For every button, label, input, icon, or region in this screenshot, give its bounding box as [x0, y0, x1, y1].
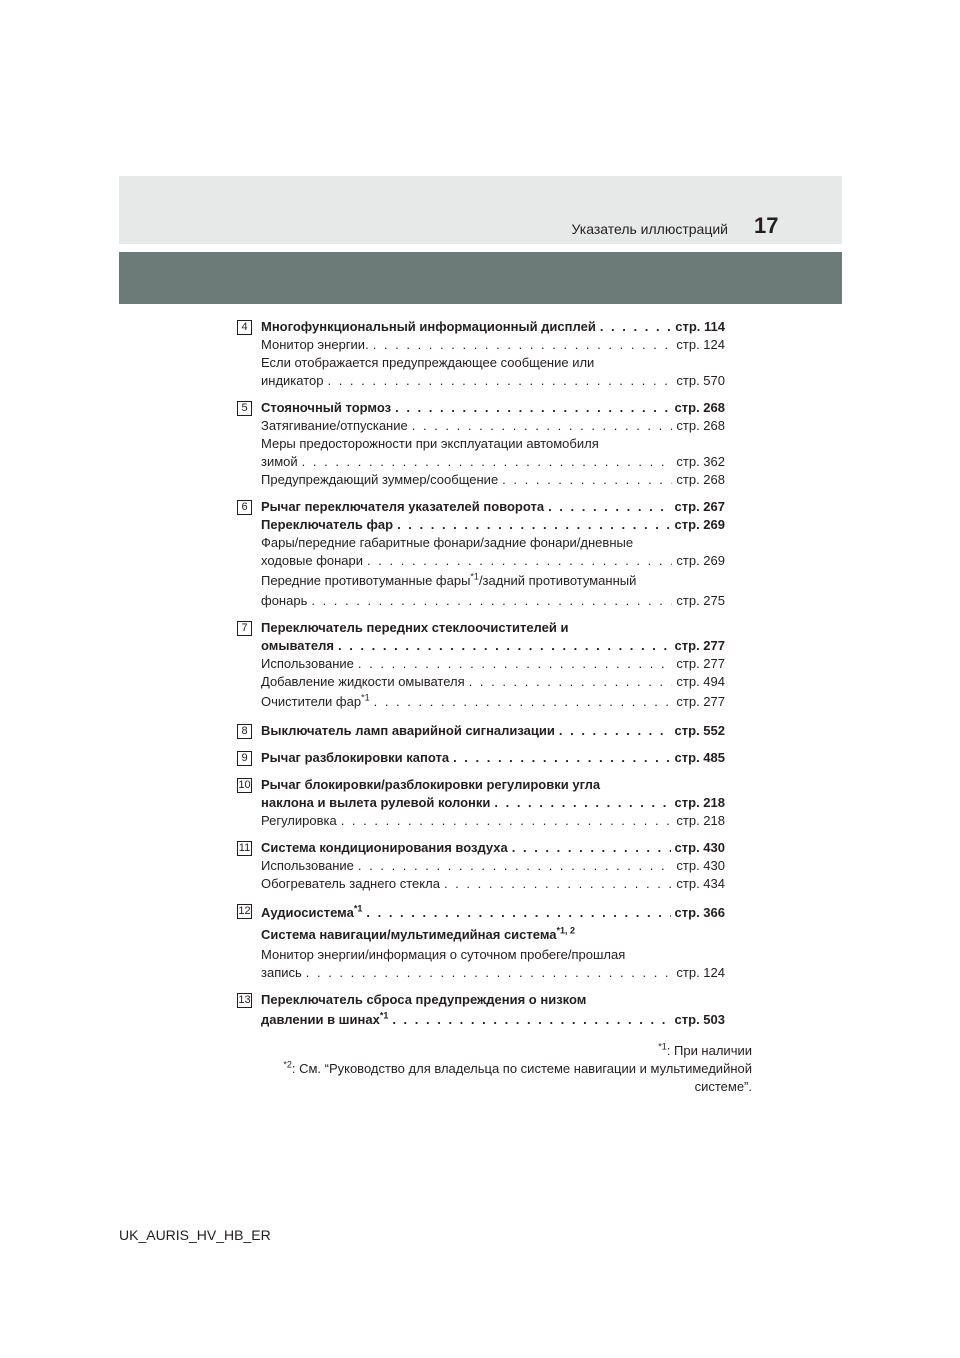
- entry-label: [261, 436, 599, 451]
- page-reference[interactable]: стр. 552: [674, 723, 725, 738]
- entry-label: [261, 857, 354, 875]
- entry-label-text: Стояночный тормоз: [261, 400, 392, 415]
- page-reference[interactable]: стр. 570: [676, 373, 725, 388]
- entry-line: [261, 435, 725, 453]
- entry-line: [261, 839, 725, 857]
- entry-label-text: Предупреждающий зуммер/сообщение: [261, 472, 499, 487]
- entry-number-badge: 5: [237, 401, 252, 416]
- entry-label: [261, 992, 586, 1007]
- entry-label-continued: /задний противотуманный: [478, 573, 637, 588]
- page-reference[interactable]: стр. 124: [676, 965, 725, 980]
- entry-line: [261, 354, 725, 372]
- entry-line: [261, 534, 725, 552]
- entry-label: [261, 777, 600, 792]
- dot-leader: [453, 749, 670, 767]
- footnote-ref: *1: [379, 1010, 389, 1021]
- entry-number-badge: 8: [237, 724, 252, 739]
- dot-leader: [311, 592, 672, 610]
- entry-label-text: наклона и вылета рулевой колонки: [261, 795, 491, 810]
- entry-label: [261, 875, 440, 893]
- entry-line: [261, 924, 725, 946]
- section-title: Указатель иллюстраций: [571, 221, 728, 237]
- dot-leader: [397, 516, 670, 534]
- entry-label: [261, 749, 449, 767]
- index-entry: [237, 991, 725, 1031]
- entry-label: [261, 535, 633, 550]
- entry-label-text: ходовые фонари: [261, 553, 364, 568]
- page-reference[interactable]: стр. 269: [676, 553, 725, 568]
- page-reference[interactable]: стр. 494: [676, 674, 725, 689]
- page-number: 17: [754, 213, 779, 238]
- page-reference[interactable]: стр. 503: [674, 1012, 725, 1027]
- dot-leader: [395, 399, 670, 417]
- dot-leader: [374, 691, 673, 713]
- dot-leader: [327, 372, 672, 390]
- entry-label: [261, 673, 465, 691]
- footnote-1-mark: *1: [658, 1041, 667, 1052]
- entry-label-text: Добавление жидкости омывателя: [261, 674, 465, 689]
- page-reference[interactable]: стр. 430: [674, 840, 725, 855]
- entry-line: [261, 471, 725, 489]
- entry-line: [261, 453, 725, 471]
- entry-label: [261, 453, 298, 471]
- entry-label-text: Многофункциональный информационный дисплей: [261, 319, 596, 334]
- entry-label-text: Если отображается предупреждающее сообщение или: [261, 355, 595, 370]
- entry-label: [261, 902, 362, 924]
- page-reference[interactable]: стр. 434: [676, 876, 725, 891]
- footnote-2-mark: *2: [283, 1059, 292, 1070]
- entry-line: [261, 516, 725, 534]
- index-entry: [237, 902, 725, 982]
- entry-label-text: Фары/передние габаритные фонари/задние фонари/дневные: [261, 535, 634, 550]
- entry-line: [261, 570, 725, 592]
- dot-leader: [512, 839, 671, 857]
- entry-number-badge: 13: [238, 994, 251, 1006]
- dot-leader: [392, 1009, 670, 1031]
- entry-label: [261, 1009, 388, 1031]
- index-entry: [237, 399, 725, 489]
- dot-leader: [367, 552, 672, 570]
- entry-label: [261, 318, 596, 336]
- entry-label: [261, 417, 408, 435]
- page-reference[interactable]: стр. 268: [676, 418, 725, 433]
- page-reference[interactable]: стр. 362: [676, 454, 725, 469]
- entry-label-text: Монитор энергии/информация о суточном пробеге/прошлая: [261, 947, 626, 962]
- dot-leader: [338, 637, 671, 655]
- entry-label: [261, 498, 544, 516]
- footnote-2-cont: системе”.: [694, 1079, 752, 1094]
- dot-leader: [502, 471, 672, 489]
- entry-label-text: Переключатель сброса предупреждения о низком: [261, 992, 587, 1007]
- index-entry: [237, 776, 725, 830]
- page-reference[interactable]: стр. 268: [674, 400, 725, 415]
- entry-line: [261, 417, 725, 435]
- entry-label: [261, 947, 625, 962]
- entry-label-text: Монитор энергии.: [261, 337, 369, 352]
- entry-label-text: Меры предосторожности при эксплуатации автомобиля: [261, 436, 599, 451]
- entry-label-text: омывателя: [261, 638, 334, 653]
- entry-number-badge: 6: [237, 500, 252, 515]
- entry-line: [261, 399, 725, 417]
- page-reference[interactable]: стр. 124: [676, 337, 725, 352]
- entry-label: [261, 722, 555, 740]
- entry-line: [261, 902, 725, 924]
- entry-label-text: Переключатель фар: [261, 517, 394, 532]
- entry-label-text: давлении в шинах: [261, 1012, 380, 1027]
- entry-label-text: Система кондиционирования воздуха: [261, 840, 508, 855]
- entry-line: [261, 673, 725, 691]
- entry-number-badge: 12: [238, 905, 251, 917]
- dot-leader: [444, 875, 672, 893]
- page-reference[interactable]: стр. 114: [675, 319, 725, 334]
- entry-line: [261, 794, 725, 812]
- page-reference[interactable]: стр. 267: [674, 499, 725, 514]
- entry-label: [261, 355, 594, 370]
- entry-number-badge: 10: [238, 779, 251, 791]
- page-reference[interactable]: стр. 275: [676, 593, 725, 608]
- entry-label: [261, 794, 490, 812]
- entry-line: [261, 812, 725, 830]
- entry-line: [261, 318, 725, 336]
- entry-label: [261, 336, 369, 354]
- page-reference[interactable]: стр. 277: [674, 638, 725, 653]
- document-code: UK_AURIS_HV_HB_ER: [119, 1227, 271, 1243]
- dot-leader: [600, 318, 671, 336]
- page-reference[interactable]: стр. 430: [676, 858, 725, 873]
- entry-label-text: зимой: [261, 454, 298, 469]
- page-reference[interactable]: стр. 366: [674, 905, 725, 920]
- entry-label: [261, 964, 302, 982]
- index-entry: [237, 318, 725, 390]
- dot-leader: [366, 902, 670, 924]
- entry-label-text: Регулировка: [261, 813, 337, 828]
- entry-number-badge: 9: [237, 751, 252, 766]
- entry-label-text: фонарь: [261, 593, 308, 608]
- footnote-2: [192, 1060, 752, 1078]
- entry-line: [261, 964, 725, 982]
- entry-label: [261, 399, 391, 417]
- entry-number-badge: 11: [238, 842, 251, 854]
- entry-label-text: Рычаг блокировки/разблокировки регулировки угла: [261, 777, 601, 792]
- page-reference[interactable]: стр. 268: [676, 472, 725, 487]
- entry-label-text: Затягивание/отпускание: [261, 418, 408, 433]
- entry-label: [261, 516, 393, 534]
- footnote-ref: *1: [470, 571, 479, 582]
- dot-leader: [373, 336, 673, 354]
- entry-label-text: запись: [261, 965, 302, 980]
- index-entry: [237, 498, 725, 610]
- entry-line: [261, 498, 725, 516]
- entry-label: [261, 655, 354, 673]
- entry-line: [261, 637, 725, 655]
- index-entry: [237, 722, 725, 740]
- header-band: [119, 176, 842, 244]
- entry-label-text: Использование: [261, 858, 354, 873]
- index-entry: [237, 619, 725, 713]
- entry-line: [261, 372, 725, 390]
- entry-label-text: Обогреватель заднего стекла: [261, 876, 440, 891]
- entry-label-text: Очистители фар: [261, 694, 362, 709]
- header-dark-bar: [119, 252, 842, 304]
- footnotes: [192, 1042, 752, 1096]
- footnote-ref: *1: [361, 692, 370, 703]
- entry-line: [261, 691, 725, 713]
- page-reference[interactable]: стр. 277: [676, 694, 725, 709]
- footnote-ref: *1, 2: [556, 925, 576, 936]
- entry-line: [261, 749, 725, 767]
- entry-label-text: Переключатель передних стеклоочистителей и: [261, 620, 569, 635]
- entry-line: [261, 776, 725, 794]
- entry-label: [261, 552, 363, 570]
- dot-leader: [306, 964, 673, 982]
- entry-line: [261, 336, 725, 354]
- entry-label: [261, 372, 323, 390]
- entry-label: [261, 637, 334, 655]
- entry-line: [261, 1009, 725, 1031]
- page-reference[interactable]: стр. 277: [676, 656, 725, 671]
- entry-label-text: Рычаг переключателя указателей поворота: [261, 499, 545, 514]
- entry-number-badge: 7: [237, 621, 252, 636]
- entry-line: [261, 857, 725, 875]
- entry-line: [261, 722, 725, 740]
- entry-line: [261, 619, 725, 637]
- entry-line: [261, 991, 725, 1009]
- entry-label: [261, 573, 636, 588]
- entry-label: [261, 691, 370, 713]
- entry-label: [261, 927, 575, 942]
- entry-number-badge: 4: [237, 320, 252, 335]
- entry-label-text: Система навигации/мультимедийная система: [261, 927, 557, 942]
- footnote-1-text: : При наличии: [666, 1043, 752, 1058]
- footnote-1: [192, 1042, 752, 1060]
- page-reference[interactable]: стр. 218: [674, 795, 725, 810]
- dot-leader: [358, 655, 672, 673]
- entry-label: [261, 812, 337, 830]
- entry-label-text: индикатор: [261, 373, 324, 388]
- dot-leader: [358, 857, 672, 875]
- index-entries: [237, 318, 725, 1040]
- entry-label: [261, 592, 307, 610]
- entry-line: [261, 655, 725, 673]
- page-reference[interactable]: стр. 269: [674, 517, 725, 532]
- dot-leader: [559, 722, 671, 740]
- dot-leader: [469, 673, 673, 691]
- entry-label-text: Аудиосистема: [261, 905, 354, 920]
- dot-leader: [302, 453, 673, 471]
- entry-label-text: Рычаг разблокировки капота: [261, 750, 450, 765]
- dot-leader: [412, 417, 673, 435]
- entry-label-text: Использование: [261, 656, 354, 671]
- entry-label: [261, 620, 568, 635]
- page-reference[interactable]: стр. 218: [676, 813, 725, 828]
- entry-line: [261, 592, 725, 610]
- entry-line: [261, 875, 725, 893]
- dot-leader: [494, 794, 670, 812]
- index-entry: [237, 749, 725, 767]
- entry-label-text: Передние противотуманные фары: [261, 573, 471, 588]
- entry-label-text: Выключатель ламп аварийной сигнализации: [261, 723, 555, 738]
- index-entry: [237, 839, 725, 893]
- dot-leader: [341, 812, 673, 830]
- entry-line: [261, 946, 725, 964]
- entry-line: [261, 552, 725, 570]
- entry-label: [261, 471, 498, 489]
- footnote-ref: *1: [353, 903, 363, 914]
- footnote-2-text: : См. “Руководство для владельца по системе навигации и мультимедийной: [291, 1061, 752, 1076]
- entry-label: [261, 839, 508, 857]
- page-reference[interactable]: стр. 485: [674, 750, 725, 765]
- dot-leader: [548, 498, 670, 516]
